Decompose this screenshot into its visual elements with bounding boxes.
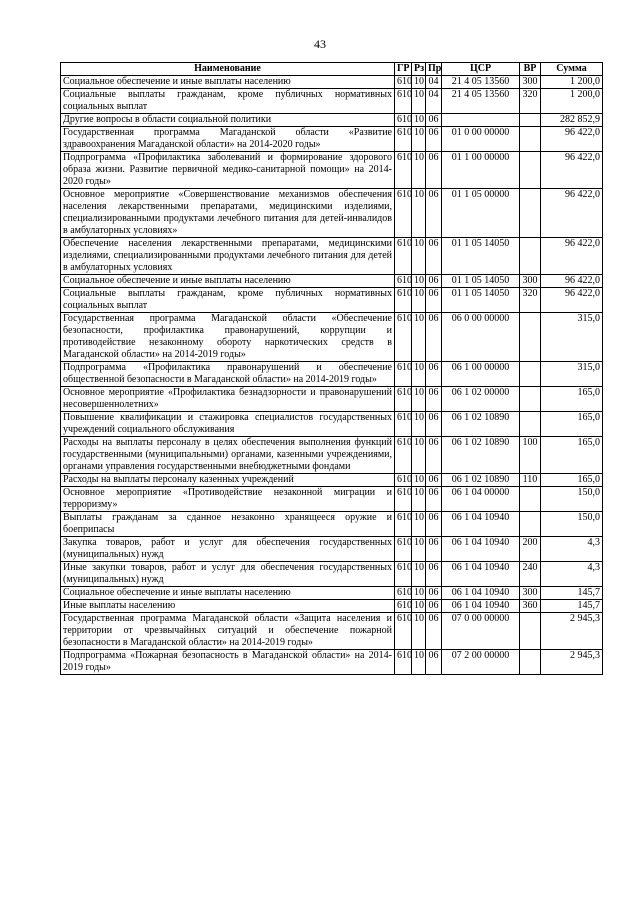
cell-vr: 300 xyxy=(520,275,541,288)
cell-csr: 01 1 05 14050 xyxy=(442,288,520,313)
cell-pr: 06 xyxy=(426,537,442,562)
cell-sum: 145,7 xyxy=(541,600,603,613)
cell-rz: 10 xyxy=(412,613,426,650)
cell-rz: 10 xyxy=(412,114,426,127)
cell-sum: 4,3 xyxy=(541,537,603,562)
cell-csr: 06 1 04 10940 xyxy=(442,512,520,537)
cell-rz: 10 xyxy=(412,189,426,238)
header-name: Наименование xyxy=(61,63,395,76)
cell-sum: 4,3 xyxy=(541,562,603,587)
cell-csr: 06 0 00 00000 xyxy=(442,313,520,362)
cell-vr xyxy=(520,127,541,152)
cell-vr xyxy=(520,412,541,437)
cell-pr: 06 xyxy=(426,127,442,152)
table-row xyxy=(61,127,603,152)
cell-gr: 610 xyxy=(395,587,412,600)
cell-sum: 2 945,3 xyxy=(541,650,603,675)
table-row xyxy=(61,76,603,89)
cell-csr: 01 1 00 00000 xyxy=(442,152,520,189)
cell-name: Подпрограмма «Профилактика правонарушений и обеспечение общественной безопасности в Магаданской области» на 2014-2019 годы» xyxy=(61,362,395,387)
cell-csr: 06 1 04 10940 xyxy=(442,537,520,562)
cell-gr: 610 xyxy=(395,288,412,313)
table-row xyxy=(61,152,603,189)
cell-name: Государственная программа Магаданской области «Развитие здравоохранения Магаданской области» на 2014-2020 годы» xyxy=(61,127,395,152)
table-row xyxy=(61,275,603,288)
cell-vr: 240 xyxy=(520,562,541,587)
cell-gr: 610 xyxy=(395,275,412,288)
cell-vr: 360 xyxy=(520,600,541,613)
cell-vr xyxy=(520,189,541,238)
cell-vr xyxy=(520,613,541,650)
cell-gr: 610 xyxy=(395,537,412,562)
cell-rz: 10 xyxy=(412,313,426,362)
cell-gr: 610 xyxy=(395,613,412,650)
cell-rz: 10 xyxy=(412,650,426,675)
cell-pr: 06 xyxy=(426,288,442,313)
header-gr: ГР xyxy=(395,63,412,76)
cell-vr: 300 xyxy=(520,76,541,89)
cell-vr xyxy=(520,512,541,537)
cell-sum: 150,0 xyxy=(541,487,603,512)
cell-name: Основное мероприятие «Противодействие незаконной миграции и терроризму» xyxy=(61,487,395,512)
cell-vr: 100 xyxy=(520,437,541,474)
cell-rz: 10 xyxy=(412,412,426,437)
cell-rz: 10 xyxy=(412,288,426,313)
cell-name: Государственная программа Магаданской области «Защита населения и территории от чрезвычайных ситуаций и обеспечение пожарной безопасности в Магаданской области» на 2014-2019 годы» xyxy=(61,613,395,650)
table-row xyxy=(61,238,603,275)
table-body xyxy=(61,76,603,675)
table-row xyxy=(61,562,603,587)
cell-gr: 610 xyxy=(395,487,412,512)
cell-csr: 06 1 04 10940 xyxy=(442,587,520,600)
cell-name: Выплаты гражданам за сданное незаконно хранящееся оружие и боеприпасы xyxy=(61,512,395,537)
header-row xyxy=(61,63,603,76)
cell-gr: 610 xyxy=(395,387,412,412)
cell-sum: 96 422,0 xyxy=(541,152,603,189)
cell-pr: 04 xyxy=(426,76,442,89)
cell-vr: 110 xyxy=(520,474,541,487)
table-row xyxy=(61,362,603,387)
cell-gr: 610 xyxy=(395,189,412,238)
cell-name: Повышение квалификации и стажировка специалистов государственных учреждений социального обслуживания xyxy=(61,412,395,437)
cell-rz: 10 xyxy=(412,487,426,512)
cell-name: Иные выплаты населению xyxy=(61,600,395,613)
cell-rz: 10 xyxy=(412,474,426,487)
cell-csr: 06 1 04 10940 xyxy=(442,600,520,613)
cell-vr xyxy=(520,362,541,387)
cell-pr: 06 xyxy=(426,387,442,412)
cell-rz: 10 xyxy=(412,587,426,600)
cell-sum: 165,0 xyxy=(541,437,603,474)
budget-table xyxy=(60,62,603,675)
cell-gr: 610 xyxy=(395,512,412,537)
cell-name: Государственная программа Магаданской области «Обеспечение безопасности, профилактика правонарушений, коррупции и противодействие незаконному обороту наркотических средств в Магаданской области» на 2014-2019 годы» xyxy=(61,313,395,362)
cell-vr xyxy=(520,650,541,675)
page-number: 43 xyxy=(314,37,326,51)
cell-sum: 165,0 xyxy=(541,412,603,437)
cell-sum: 165,0 xyxy=(541,387,603,412)
cell-rz: 10 xyxy=(412,89,426,114)
cell-rz: 10 xyxy=(412,238,426,275)
cell-name: Закупка товаров, работ и услуг для обеспечения государственных (муниципальных) нужд xyxy=(61,537,395,562)
cell-sum: 96 422,0 xyxy=(541,238,603,275)
cell-pr: 06 xyxy=(426,152,442,189)
cell-pr: 06 xyxy=(426,474,442,487)
cell-pr: 06 xyxy=(426,189,442,238)
cell-csr: 07 0 00 00000 xyxy=(442,613,520,650)
cell-name: Социальные выплаты гражданам, кроме публичных нормативных социальных выплат xyxy=(61,89,395,114)
cell-rz: 10 xyxy=(412,437,426,474)
cell-csr: 06 1 02 10890 xyxy=(442,474,520,487)
cell-gr: 610 xyxy=(395,76,412,89)
cell-sum: 96 422,0 xyxy=(541,189,603,238)
cell-csr: 01 0 00 00000 xyxy=(442,127,520,152)
cell-name: Основное мероприятие «Профилактика безнадзорности и правонарушений несовершеннолетних» xyxy=(61,387,395,412)
table-row xyxy=(61,313,603,362)
cell-pr: 06 xyxy=(426,587,442,600)
cell-sum: 1 200,0 xyxy=(541,76,603,89)
table-row xyxy=(61,189,603,238)
cell-rz: 10 xyxy=(412,600,426,613)
cell-pr: 06 xyxy=(426,412,442,437)
cell-name: Другие вопросы в области социальной политики xyxy=(61,114,395,127)
table-row xyxy=(61,537,603,562)
cell-gr: 610 xyxy=(395,152,412,189)
table-row xyxy=(61,512,603,537)
cell-pr: 06 xyxy=(426,562,442,587)
cell-sum: 145,7 xyxy=(541,587,603,600)
cell-pr: 06 xyxy=(426,238,442,275)
cell-name: Подпрограмма «Пожарная безопасность в Магаданской области» на 2014-2019 годы» xyxy=(61,650,395,675)
cell-csr: 06 1 00 00000 xyxy=(442,362,520,387)
cell-name: Социальное обеспечение и иные выплаты населению xyxy=(61,76,395,89)
cell-csr: 21 4 05 13560 xyxy=(442,89,520,114)
cell-vr xyxy=(520,313,541,362)
cell-vr: 300 xyxy=(520,587,541,600)
cell-csr: 06 1 02 10890 xyxy=(442,437,520,474)
header-csr: ЦСР xyxy=(442,63,520,76)
cell-vr: 320 xyxy=(520,89,541,114)
cell-gr: 610 xyxy=(395,412,412,437)
cell-sum: 165,0 xyxy=(541,474,603,487)
cell-pr: 06 xyxy=(426,512,442,537)
cell-vr xyxy=(520,487,541,512)
cell-rz: 10 xyxy=(412,275,426,288)
header-sum: Сумма xyxy=(541,63,603,76)
table-row xyxy=(61,288,603,313)
cell-vr xyxy=(520,152,541,189)
cell-csr: 01 1 05 14050 xyxy=(442,238,520,275)
table-row xyxy=(61,387,603,412)
cell-csr: 06 1 02 00000 xyxy=(442,387,520,412)
cell-gr: 610 xyxy=(395,562,412,587)
cell-pr: 06 xyxy=(426,362,442,387)
cell-name: Основное мероприятие «Совершенствование механизмов обеспечения населения лекарственными препаратами, медицинскими изделиями, специализированными продуктами лечебного питания для детей-инвалидов в амбулаторных условиях» xyxy=(61,189,395,238)
cell-vr: 320 xyxy=(520,288,541,313)
cell-rz: 10 xyxy=(412,152,426,189)
cell-rz: 10 xyxy=(412,362,426,387)
table-row xyxy=(61,412,603,437)
table-row xyxy=(61,600,603,613)
cell-sum: 315,0 xyxy=(541,313,603,362)
cell-sum: 282 852,9 xyxy=(541,114,603,127)
cell-sum: 315,0 xyxy=(541,362,603,387)
cell-name: Социальное обеспечение и иные выплаты населению xyxy=(61,587,395,600)
cell-gr: 610 xyxy=(395,437,412,474)
cell-pr: 06 xyxy=(426,313,442,362)
cell-sum: 96 422,0 xyxy=(541,127,603,152)
cell-rz: 10 xyxy=(412,512,426,537)
cell-csr: 06 1 02 10890 xyxy=(442,412,520,437)
cell-gr: 610 xyxy=(395,474,412,487)
cell-gr: 610 xyxy=(395,238,412,275)
cell-name: Расходы на выплаты персоналу в целях обеспечения выполнения функций государственными (муниципальными) органами, казенными учреждениями, органами управления государственными внебюджетными фондами xyxy=(61,437,395,474)
cell-csr: 01 1 05 14050 xyxy=(442,275,520,288)
cell-csr: 21 4 05 13560 xyxy=(442,76,520,89)
cell-vr xyxy=(520,387,541,412)
cell-rz: 10 xyxy=(412,127,426,152)
header-pr: Пр xyxy=(426,63,442,76)
cell-gr: 610 xyxy=(395,89,412,114)
cell-pr: 06 xyxy=(426,487,442,512)
cell-gr: 610 xyxy=(395,650,412,675)
header-rz: Рз xyxy=(412,63,426,76)
cell-gr: 610 xyxy=(395,362,412,387)
cell-gr: 610 xyxy=(395,313,412,362)
cell-name: Иные закупки товаров, работ и услуг для обеспечения государственных (муниципальных) нужд xyxy=(61,562,395,587)
cell-name: Обеспечение населения лекарственными препаратами, медицинскими изделиями, специализированными продуктами лечебного питания для детей в амбулаторных условиях xyxy=(61,238,395,275)
cell-pr: 06 xyxy=(426,600,442,613)
table-row xyxy=(61,650,603,675)
cell-name: Социальное обеспечение и иные выплаты населению xyxy=(61,275,395,288)
cell-gr: 610 xyxy=(395,114,412,127)
cell-name: Социальные выплаты гражданам, кроме публичных нормативных социальных выплат xyxy=(61,288,395,313)
table-row xyxy=(61,89,603,114)
cell-sum: 150,0 xyxy=(541,512,603,537)
cell-name: Подпрограмма «Профилактика заболеваний и формирование здорового образа жизни. Развитие первичной медико-санитарной помощи» на 2014-2020 годы» xyxy=(61,152,395,189)
cell-sum: 96 422,0 xyxy=(541,288,603,313)
cell-vr xyxy=(520,114,541,127)
cell-sum: 2 945,3 xyxy=(541,613,603,650)
cell-gr: 610 xyxy=(395,127,412,152)
table-row xyxy=(61,114,603,127)
table-row xyxy=(61,587,603,600)
cell-name: Расходы на выплаты персоналу казенных учреждений xyxy=(61,474,395,487)
header-vr: ВР xyxy=(520,63,541,76)
cell-vr: 200 xyxy=(520,537,541,562)
cell-pr: 06 xyxy=(426,114,442,127)
cell-pr: 04 xyxy=(426,89,442,114)
table-row xyxy=(61,437,603,474)
cell-pr: 06 xyxy=(426,613,442,650)
cell-vr xyxy=(520,238,541,275)
cell-csr xyxy=(442,114,520,127)
cell-csr: 07 2 00 00000 xyxy=(442,650,520,675)
cell-csr: 01 1 05 00000 xyxy=(442,189,520,238)
table-row xyxy=(61,487,603,512)
cell-rz: 10 xyxy=(412,76,426,89)
cell-pr: 06 xyxy=(426,437,442,474)
cell-sum: 1 200,0 xyxy=(541,89,603,114)
cell-pr: 06 xyxy=(426,275,442,288)
cell-gr: 610 xyxy=(395,600,412,613)
table-row xyxy=(61,474,603,487)
cell-rz: 10 xyxy=(412,387,426,412)
cell-rz: 10 xyxy=(412,562,426,587)
cell-pr: 06 xyxy=(426,650,442,675)
table-row xyxy=(61,613,603,650)
cell-csr: 06 1 04 10940 xyxy=(442,562,520,587)
cell-csr: 06 1 04 00000 xyxy=(442,487,520,512)
cell-sum: 96 422,0 xyxy=(541,275,603,288)
cell-rz: 10 xyxy=(412,537,426,562)
